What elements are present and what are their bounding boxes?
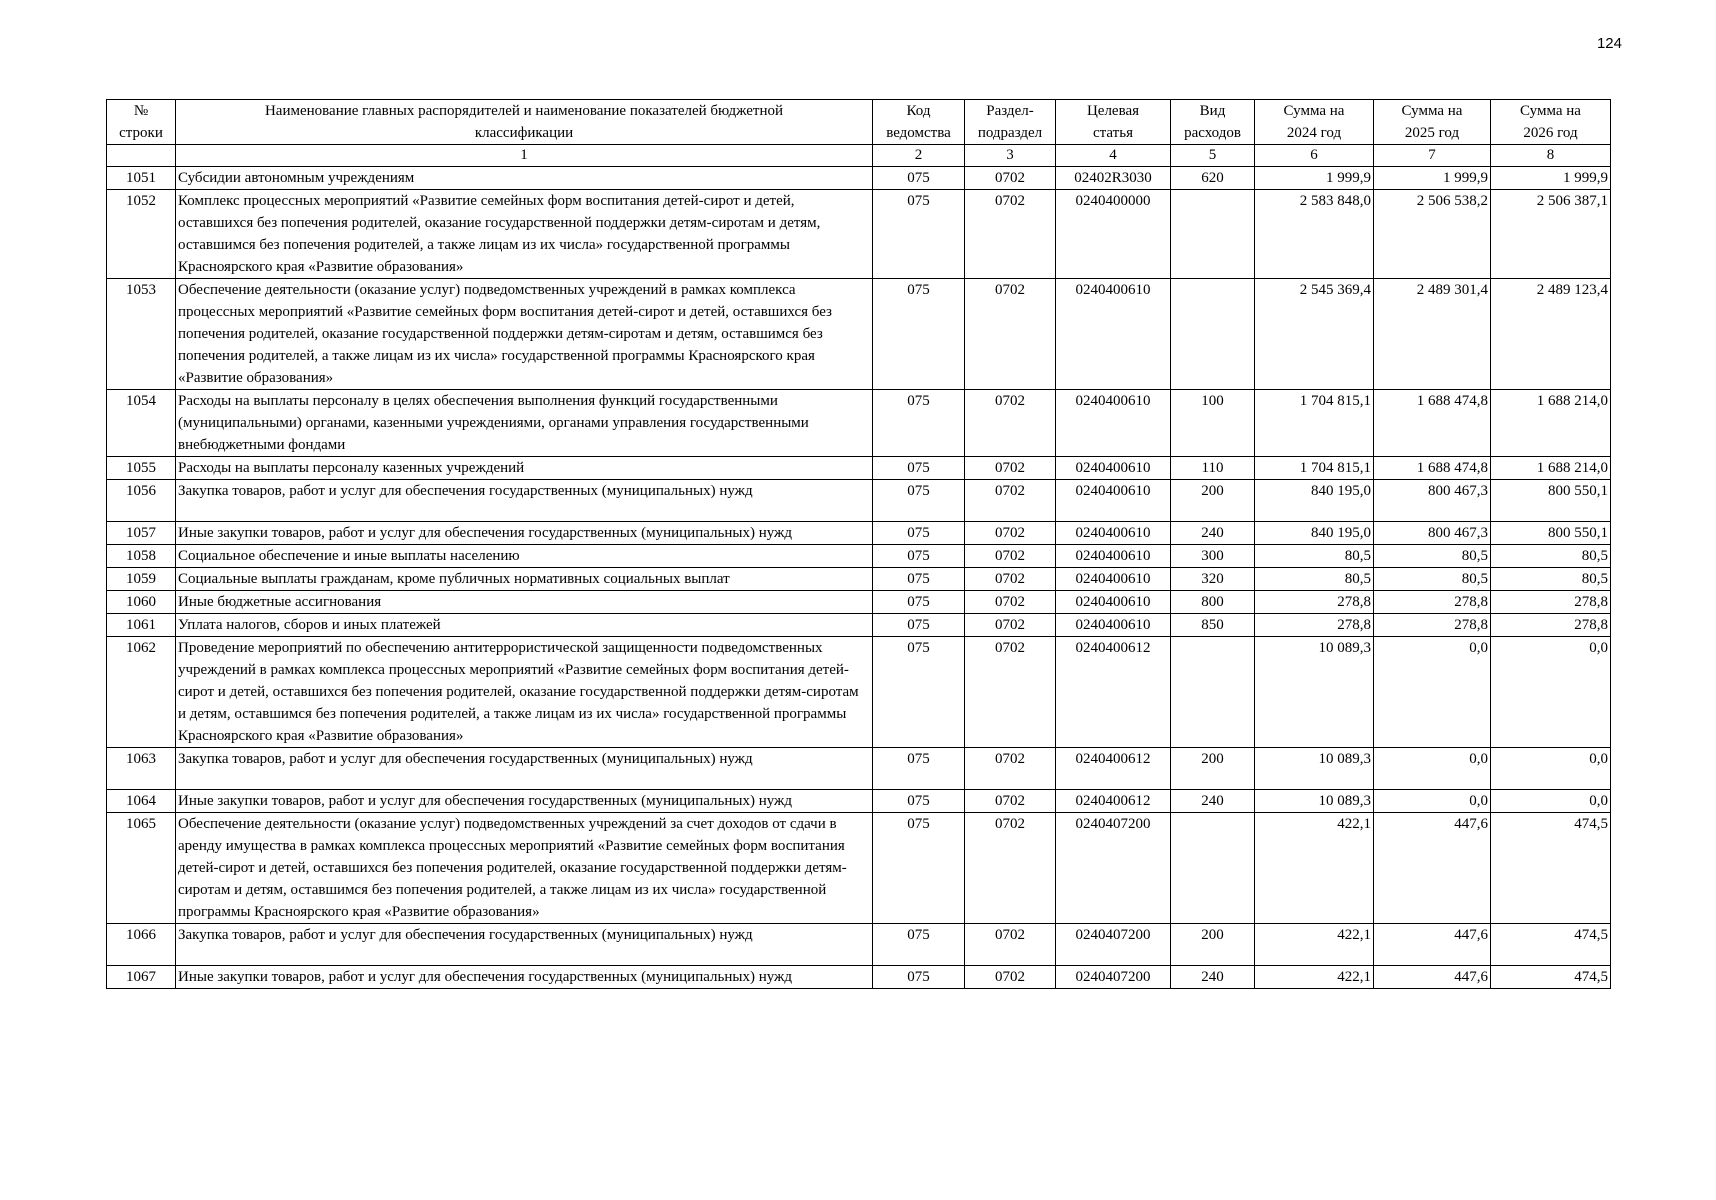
sum-2026: 2 506 387,1 (1491, 190, 1611, 279)
target-code: 0240400610 (1056, 591, 1171, 614)
table-row (107, 966, 1611, 989)
section-code: 0702 (965, 190, 1056, 279)
target-code: 0240400612 (1056, 748, 1171, 790)
row-number: 1054 (107, 390, 176, 457)
dept-code: 075 (873, 591, 965, 614)
sum-2024: 10 089,3 (1255, 790, 1374, 813)
expense-type: 240 (1171, 522, 1255, 545)
column-number: 1 (176, 145, 873, 167)
table-row (107, 591, 1611, 614)
sum-2026: 800 550,1 (1491, 480, 1611, 522)
table-row (107, 924, 1611, 966)
sum-2025: 447,6 (1374, 924, 1491, 966)
row-name: Комплекс процессных мероприятий «Развитие семейных форм воспитания детей-сирот и детей, оставшихся без попечения родителей, оказание государственной поддержки детям-сиротам и детям, оставшимся без попечения родителей, а также лицам из их числа» государственной программы Красноярского края «Развитие образования» (176, 190, 873, 279)
target-code: 0240400610 (1056, 545, 1171, 568)
dept-code: 075 (873, 457, 965, 480)
section-code: 0702 (965, 790, 1056, 813)
target-code: 0240400612 (1056, 790, 1171, 813)
sum-2026: 2 489 123,4 (1491, 279, 1611, 390)
sum-2025: 800 467,3 (1374, 480, 1491, 522)
row-name: Закупка товаров, работ и услуг для обеспечения государственных (муниципальных) нужд (176, 480, 873, 522)
sum-2026: 0,0 (1491, 637, 1611, 748)
dept-code: 075 (873, 614, 965, 637)
expense-type: 100 (1171, 390, 1255, 457)
target-code: 0240400610 (1056, 568, 1171, 591)
row-name: Субсидии автономным учреждениям (176, 167, 873, 190)
sum-2025: 1 688 474,8 (1374, 457, 1491, 480)
table-row (107, 480, 1611, 522)
row-name: Обеспечение деятельности (оказание услуг) подведомственных учреждений за счет доходов от сдачи в аренду имущества в рамках комплекса процессных мероприятий «Развитие семейных форм воспитания детей-сирот и детей, оставшихся без попечения родителей, оказание государственной поддержки детям-сиротам и детям, оставшимся без попечения родителей, а также лицам из их числа» государственной программы Красноярского края «Развитие образования» (176, 813, 873, 924)
dept-code: 075 (873, 480, 965, 522)
dept-code: 075 (873, 966, 965, 989)
sum-2026: 474,5 (1491, 924, 1611, 966)
section-code: 0702 (965, 522, 1056, 545)
table-row (107, 190, 1611, 279)
target-code: 0240400610 (1056, 457, 1171, 480)
expense-type: 200 (1171, 480, 1255, 522)
column-number: 3 (965, 145, 1056, 167)
expense-type: 320 (1171, 568, 1255, 591)
dept-code: 075 (873, 190, 965, 279)
row-name: Проведение мероприятий по обеспечению антитеррористической защищенности подведомственных учреждений в рамках комплекса процессных мероприятий «Развитие семейных форм воспитания детей-сирот и детей, оставшихся без попечения родителей, оказание государственной поддержки детям-сиротам и детям, оставшимся без попечения родителей, а также лицам из их числа» государственной программы Красноярского края «Развитие образования» (176, 637, 873, 748)
sum-2026: 1 999,9 (1491, 167, 1611, 190)
section-code: 0702 (965, 966, 1056, 989)
sum-2024: 2 583 848,0 (1255, 190, 1374, 279)
dept-code: 075 (873, 748, 965, 790)
column-number-row (107, 145, 1611, 167)
expense-type: 200 (1171, 924, 1255, 966)
row-name: Социальные выплаты гражданам, кроме публичных нормативных социальных выплат (176, 568, 873, 591)
table-row (107, 637, 1611, 748)
row-number: 1061 (107, 614, 176, 637)
table-row (107, 813, 1611, 924)
row-number: 1057 (107, 522, 176, 545)
header-sum-2026: Сумма на 2026 год (1491, 100, 1611, 145)
sum-2025: 1 999,9 (1374, 167, 1491, 190)
sum-2025: 278,8 (1374, 591, 1491, 614)
row-number: 1060 (107, 591, 176, 614)
section-code: 0702 (965, 568, 1056, 591)
target-code: 0240400610 (1056, 279, 1171, 390)
row-number: 1053 (107, 279, 176, 390)
target-code: 0240400612 (1056, 637, 1171, 748)
dept-code: 075 (873, 522, 965, 545)
row-name: Иные бюджетные ассигнования (176, 591, 873, 614)
sum-2024: 278,8 (1255, 614, 1374, 637)
sum-2024: 1 999,9 (1255, 167, 1374, 190)
header-dept-code: Код ведомства (873, 100, 965, 145)
sum-2024: 422,1 (1255, 966, 1374, 989)
expense-type: 620 (1171, 167, 1255, 190)
column-number: 6 (1255, 145, 1374, 167)
sum-2025: 447,6 (1374, 966, 1491, 989)
dept-code: 075 (873, 637, 965, 748)
section-code: 0702 (965, 279, 1056, 390)
sum-2024: 10 089,3 (1255, 637, 1374, 748)
dept-code: 075 (873, 279, 965, 390)
expense-type: 300 (1171, 545, 1255, 568)
sum-2026: 474,5 (1491, 966, 1611, 989)
sum-2026: 278,8 (1491, 614, 1611, 637)
sum-2025: 0,0 (1374, 748, 1491, 790)
table-row (107, 390, 1611, 457)
row-name: Расходы на выплаты персоналу казенных учреждений (176, 457, 873, 480)
row-number: 1058 (107, 545, 176, 568)
row-number: 1055 (107, 457, 176, 480)
sum-2026: 1 688 214,0 (1491, 390, 1611, 457)
dept-code: 075 (873, 813, 965, 924)
table-row (107, 457, 1611, 480)
header-row (107, 100, 1611, 145)
table-row (107, 522, 1611, 545)
target-code: 0240407200 (1056, 813, 1171, 924)
row-number: 1062 (107, 637, 176, 748)
target-code: 0240400000 (1056, 190, 1171, 279)
sum-2025: 800 467,3 (1374, 522, 1491, 545)
sum-2025: 447,6 (1374, 813, 1491, 924)
section-code: 0702 (965, 457, 1056, 480)
row-name: Иные закупки товаров, работ и услуг для обеспечения государственных (муниципальных) нужд (176, 790, 873, 813)
dept-code: 075 (873, 790, 965, 813)
sum-2024: 2 545 369,4 (1255, 279, 1374, 390)
sum-2025: 80,5 (1374, 568, 1491, 591)
table-row (107, 545, 1611, 568)
row-name: Закупка товаров, работ и услуг для обеспечения государственных (муниципальных) нужд (176, 924, 873, 966)
section-code: 0702 (965, 813, 1056, 924)
section-code: 0702 (965, 545, 1056, 568)
sum-2025: 278,8 (1374, 614, 1491, 637)
row-number: 1051 (107, 167, 176, 190)
sum-2026: 800 550,1 (1491, 522, 1611, 545)
expense-type: 200 (1171, 748, 1255, 790)
row-name: Уплата налогов, сборов и иных платежей (176, 614, 873, 637)
row-number: 1052 (107, 190, 176, 279)
dept-code: 075 (873, 924, 965, 966)
column-number (107, 145, 176, 167)
section-code: 0702 (965, 637, 1056, 748)
section-code: 0702 (965, 591, 1056, 614)
table-row (107, 167, 1611, 190)
sum-2026: 80,5 (1491, 545, 1611, 568)
section-code: 0702 (965, 390, 1056, 457)
sum-2026: 278,8 (1491, 591, 1611, 614)
column-number: 8 (1491, 145, 1611, 167)
sum-2025: 0,0 (1374, 790, 1491, 813)
sum-2026: 0,0 (1491, 748, 1611, 790)
sum-2025: 80,5 (1374, 545, 1491, 568)
row-name: Закупка товаров, работ и услуг для обеспечения государственных (муниципальных) нужд (176, 748, 873, 790)
sum-2024: 422,1 (1255, 813, 1374, 924)
sum-2025: 2 489 301,4 (1374, 279, 1491, 390)
sum-2025: 1 688 474,8 (1374, 390, 1491, 457)
sum-2024: 80,5 (1255, 568, 1374, 591)
column-number: 7 (1374, 145, 1491, 167)
expense-type (1171, 279, 1255, 390)
target-code: 0240407200 (1056, 966, 1171, 989)
header-expense-type: Вид расходов (1171, 100, 1255, 145)
sum-2024: 10 089,3 (1255, 748, 1374, 790)
table-row (107, 568, 1611, 591)
expense-type: 240 (1171, 966, 1255, 989)
sum-2026: 474,5 (1491, 813, 1611, 924)
row-name: Иные закупки товаров, работ и услуг для обеспечения государственных (муниципальных) нужд (176, 522, 873, 545)
dept-code: 075 (873, 545, 965, 568)
table-row (107, 748, 1611, 790)
expense-type: 800 (1171, 591, 1255, 614)
row-name: Расходы на выплаты персоналу в целях обеспечения выполнения функций государственными (муниципальными) органами, казенными учреждениями, органами управления государственными внебюджетными фондами (176, 390, 873, 457)
target-code: 0240400610 (1056, 390, 1171, 457)
table-row (107, 279, 1611, 390)
dept-code: 075 (873, 390, 965, 457)
row-name: Социальное обеспечение и иные выплаты населению (176, 545, 873, 568)
row-number: 1059 (107, 568, 176, 591)
expense-type: 110 (1171, 457, 1255, 480)
header-target: Целевая статья (1056, 100, 1171, 145)
expense-type (1171, 637, 1255, 748)
row-number: 1066 (107, 924, 176, 966)
sum-2026: 0,0 (1491, 790, 1611, 813)
expense-type: 850 (1171, 614, 1255, 637)
sum-2024: 80,5 (1255, 545, 1374, 568)
sum-2024: 422,1 (1255, 924, 1374, 966)
target-code: 0240407200 (1056, 924, 1171, 966)
row-number: 1064 (107, 790, 176, 813)
section-code: 0702 (965, 924, 1056, 966)
target-code: 0240400610 (1056, 522, 1171, 545)
section-code: 0702 (965, 614, 1056, 637)
sum-2024: 1 704 815,1 (1255, 390, 1374, 457)
header-sum-2025: Сумма на 2025 год (1374, 100, 1491, 145)
row-name: Иные закупки товаров, работ и услуг для обеспечения государственных (муниципальных) нужд (176, 966, 873, 989)
header-name: Наименование главных распорядителей и наименование показателей бюджетной классификации (176, 100, 873, 145)
section-code: 0702 (965, 748, 1056, 790)
sum-2025: 0,0 (1374, 637, 1491, 748)
expense-type: 240 (1171, 790, 1255, 813)
table-row (107, 614, 1611, 637)
dept-code: 075 (873, 167, 965, 190)
expense-type (1171, 813, 1255, 924)
budget-table (106, 99, 1611, 989)
row-number: 1063 (107, 748, 176, 790)
target-code: 0240400610 (1056, 614, 1171, 637)
table-row (107, 790, 1611, 813)
dept-code: 075 (873, 568, 965, 591)
target-code: 02402R3030 (1056, 167, 1171, 190)
column-number: 4 (1056, 145, 1171, 167)
header-sum-2024: Сумма на 2024 год (1255, 100, 1374, 145)
sum-2026: 80,5 (1491, 568, 1611, 591)
row-number: 1056 (107, 480, 176, 522)
sum-2024: 278,8 (1255, 591, 1374, 614)
sum-2026: 1 688 214,0 (1491, 457, 1611, 480)
expense-type (1171, 190, 1255, 279)
header-row-no: № строки (107, 100, 176, 145)
target-code: 0240400610 (1056, 480, 1171, 522)
row-name: Обеспечение деятельности (оказание услуг) подведомственных учреждений в рамках комплекса процессных мероприятий «Развитие семейных форм воспитания детей-сирот и детей, оставшихся без попечения родителей, оказание государственной поддержки детям-сиротам и детям, оставшимся без попечения родителей, а также лицам из их числа» государственной программы Красноярского края «Развитие образования» (176, 279, 873, 390)
page-number: 124 (1596, 35, 1622, 52)
sum-2025: 2 506 538,2 (1374, 190, 1491, 279)
sum-2024: 1 704 815,1 (1255, 457, 1374, 480)
sum-2024: 840 195,0 (1255, 522, 1374, 545)
column-number: 5 (1171, 145, 1255, 167)
section-code: 0702 (965, 167, 1056, 190)
sum-2024: 840 195,0 (1255, 480, 1374, 522)
row-number: 1067 (107, 966, 176, 989)
column-number: 2 (873, 145, 965, 167)
row-number: 1065 (107, 813, 176, 924)
section-code: 0702 (965, 480, 1056, 522)
header-section: Раздел- подраздел (965, 100, 1056, 145)
